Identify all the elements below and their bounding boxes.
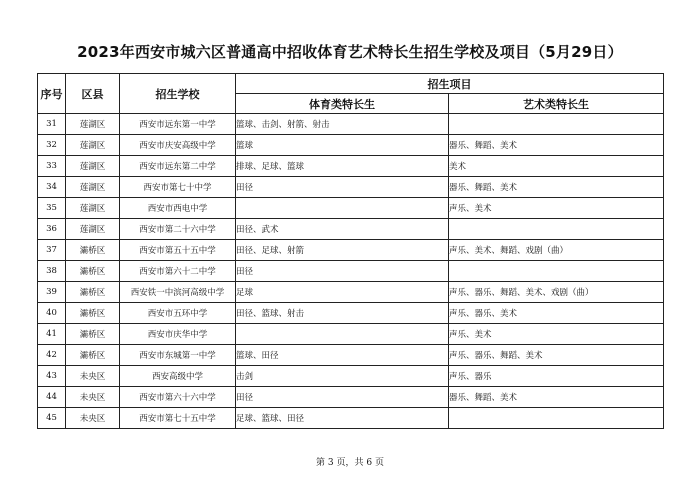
cell-arts: 美术 — [449, 156, 664, 177]
cell-sports: 田径 — [236, 177, 449, 198]
cell-district: 灞桥区 — [66, 303, 120, 324]
header-row — [38, 74, 664, 94]
cell-sports — [236, 324, 449, 345]
header-num: 序号 — [38, 74, 66, 114]
cell-arts: 声乐、美术 — [449, 324, 664, 345]
cell-num: 42 — [38, 345, 66, 366]
table-row — [38, 345, 664, 366]
cell-arts: 声乐、器乐、舞蹈、美术、戏剧（曲） — [449, 282, 664, 303]
cell-district: 莲湖区 — [66, 198, 120, 219]
cell-num: 39 — [38, 282, 66, 303]
cell-school: 西安市第七十中学 — [120, 177, 236, 198]
cell-arts — [449, 219, 664, 240]
table-row — [38, 156, 664, 177]
table-row — [38, 135, 664, 156]
cell-arts: 声乐、器乐 — [449, 366, 664, 387]
cell-sports: 足球 — [236, 282, 449, 303]
cell-num: 36 — [38, 219, 66, 240]
cell-sports: 田径、篮球、射击 — [236, 303, 449, 324]
cell-sports: 篮球、击剑、射箭、射击 — [236, 114, 449, 135]
cell-school: 西安市第六十六中学 — [120, 387, 236, 408]
cell-num: 38 — [38, 261, 66, 282]
header-school: 招生学校 — [120, 74, 236, 114]
cell-school: 西安市远东第二中学 — [120, 156, 236, 177]
cell-arts: 声乐、美术、舞蹈、戏剧（曲） — [449, 240, 664, 261]
cell-district: 莲湖区 — [66, 156, 120, 177]
cell-school: 西安市第七十五中学 — [120, 408, 236, 429]
cell-district: 灞桥区 — [66, 261, 120, 282]
cell-school: 西安高级中学 — [120, 366, 236, 387]
cell-arts: 声乐、器乐、美术 — [449, 303, 664, 324]
cell-num: 31 — [38, 114, 66, 135]
schools-table — [37, 73, 664, 429]
cell-num: 40 — [38, 303, 66, 324]
table-row — [38, 198, 664, 219]
cell-school: 西安市第六十二中学 — [120, 261, 236, 282]
table-row — [38, 240, 664, 261]
cell-num: 44 — [38, 387, 66, 408]
cell-num: 43 — [38, 366, 66, 387]
cell-num: 32 — [38, 135, 66, 156]
cell-district: 莲湖区 — [66, 219, 120, 240]
page-footer: 第 3 页，共 6 页 — [316, 458, 384, 468]
cell-district: 未央区 — [66, 387, 120, 408]
cell-sports: 田径、武术 — [236, 219, 449, 240]
cell-num: 41 — [38, 324, 66, 345]
cell-district: 莲湖区 — [66, 114, 120, 135]
header-arts: 艺术类特长生 — [449, 94, 664, 114]
cell-sports: 排球、足球、篮球 — [236, 156, 449, 177]
cell-school: 西安铁一中滨河高级中学 — [120, 282, 236, 303]
cell-school: 西安市第二十六中学 — [120, 219, 236, 240]
table-row — [38, 219, 664, 240]
cell-arts: 声乐、器乐、舞蹈、美术 — [449, 345, 664, 366]
cell-num: 45 — [38, 408, 66, 429]
cell-district: 灞桥区 — [66, 282, 120, 303]
cell-sports: 篮球 — [236, 135, 449, 156]
cell-district: 莲湖区 — [66, 177, 120, 198]
cell-district: 未央区 — [66, 408, 120, 429]
cell-school: 西安市五环中学 — [120, 303, 236, 324]
cell-num: 37 — [38, 240, 66, 261]
cell-arts — [449, 261, 664, 282]
cell-arts: 器乐、舞蹈、美术 — [449, 135, 664, 156]
cell-sports: 田径 — [236, 261, 449, 282]
cell-district: 灞桥区 — [66, 345, 120, 366]
cell-school: 西安市东城第一中学 — [120, 345, 236, 366]
cell-num: 33 — [38, 156, 66, 177]
cell-district: 莲湖区 — [66, 135, 120, 156]
cell-district: 未央区 — [66, 366, 120, 387]
cell-sports: 田径、足球、射箭 — [236, 240, 449, 261]
cell-arts: 器乐、舞蹈、美术 — [449, 177, 664, 198]
table-row — [38, 282, 664, 303]
cell-sports: 击剑 — [236, 366, 449, 387]
table-row — [38, 114, 664, 135]
cell-sports: 足球、篮球、田径 — [236, 408, 449, 429]
cell-arts: 声乐、美术 — [449, 198, 664, 219]
cell-sports: 田径 — [236, 387, 449, 408]
table-row — [38, 408, 664, 429]
cell-num: 34 — [38, 177, 66, 198]
cell-arts: 器乐、舞蹈、美术 — [449, 387, 664, 408]
page-title: 2023年西安市城六区普通高中招收体育艺术特长生招生学校及项目（5月29日） — [77, 43, 623, 61]
table-row — [38, 387, 664, 408]
cell-school: 西安市庆安高级中学 — [120, 135, 236, 156]
table-row — [38, 366, 664, 387]
cell-district: 灞桥区 — [66, 324, 120, 345]
cell-school: 西安市第五十五中学 — [120, 240, 236, 261]
table-row — [38, 177, 664, 198]
table-row — [38, 261, 664, 282]
cell-school: 西安市远东第一中学 — [120, 114, 236, 135]
header-projects: 招生项目 — [236, 74, 664, 94]
cell-sports — [236, 198, 449, 219]
cell-sports: 篮球、田径 — [236, 345, 449, 366]
cell-arts — [449, 114, 664, 135]
header-sports: 体育类特长生 — [236, 94, 449, 114]
cell-arts — [449, 408, 664, 429]
cell-school: 西安市西电中学 — [120, 198, 236, 219]
cell-district: 灞桥区 — [66, 240, 120, 261]
header-district: 区县 — [66, 74, 120, 114]
table-row — [38, 324, 664, 345]
cell-num: 35 — [38, 198, 66, 219]
cell-school: 西安市庆华中学 — [120, 324, 236, 345]
table-row — [38, 303, 664, 324]
